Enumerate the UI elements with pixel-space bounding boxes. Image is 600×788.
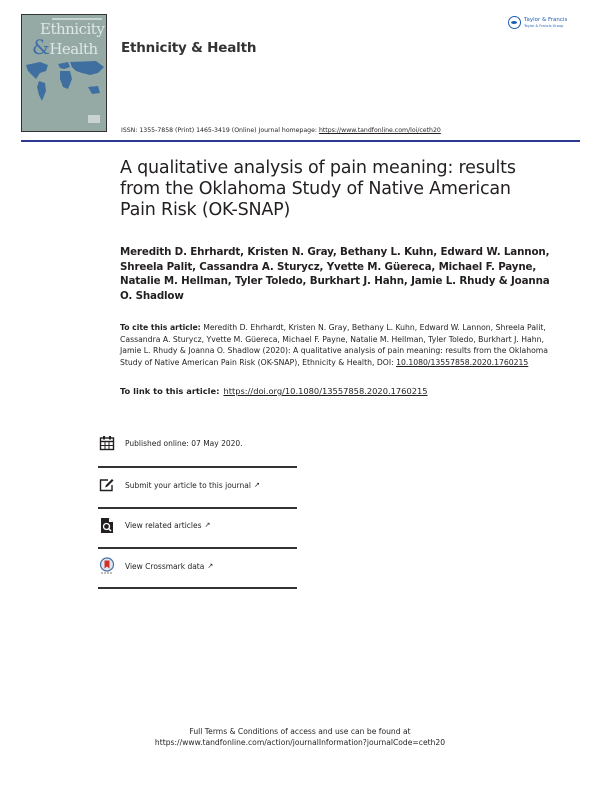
related-articles-text: View related articles (125, 520, 202, 530)
terms-footer (0, 726, 600, 748)
journal-cover-image (21, 14, 107, 132)
cover-ampersand: & (32, 35, 50, 59)
divider (98, 507, 297, 509)
calendar-icon (98, 434, 116, 452)
submit-article-text: Submit your article to this journal (125, 480, 251, 490)
article-title: A qualitative analysis of pain meaning: results from the Oklahoma Study of Native American Pain Risk (OK-SNAP) (120, 158, 516, 220)
citation-doi-link[interactable]: 10.1080/13557858.2020.1760215 (396, 357, 529, 367)
cover-title-line1: Ethnicity (40, 20, 105, 38)
issn-text: ISSN: 1355-7858 (Print) 1465-3419 (Online) Journal homepage: (121, 127, 319, 134)
crossmark-link[interactable] (98, 554, 297, 578)
taylor-francis-logo-icon (508, 16, 521, 29)
edit-icon (98, 476, 116, 494)
header-divider (21, 140, 580, 142)
related-articles-link[interactable] (98, 513, 297, 537)
publisher-group: Taylor & Francis Group (524, 23, 564, 28)
submit-article-link[interactable] (98, 473, 297, 497)
terms-text: Full Terms & Conditions of access and use can be found at (189, 727, 411, 736)
cover-title-health: Health (49, 40, 98, 58)
cover-title-line2 (32, 35, 98, 59)
journal-homepage-link[interactable]: https://www.tandfonline.com/loi/ceth20 (318, 127, 441, 134)
crossmark-text: View Crossmark data (125, 561, 205, 571)
citation-text: Meredith D. Ehrhardt, Kristen N. Gray, Bethany L. Kuhn, Edward W. Lannon, Shreela Palit, Cassandra A. Sturycz, Yvette M. Güereca, Michael F. Payne, Natalie M. Hellman, Tyler Toledo, Burkhart J. Hahn, Jamie L. Rhudy & Joanna O. Shadlow (2020): A qualitative analysis of pain meaning: results from the Oklahoma Study of Native American Pain Risk (OK-SNAP), Ethnicity & Health, DOI: (120, 323, 548, 367)
issn-line (121, 127, 441, 134)
article-doi-link[interactable]: https://doi.org/10.1080/13557858.2020.1760215 (223, 386, 428, 396)
divider (98, 587, 297, 589)
external-link-icon: ↗ (204, 521, 211, 529)
journal-title: Ethnicity & Health (121, 40, 257, 56)
article-link-label: To link to this article: (120, 386, 220, 396)
citation-label: To cite this article: (120, 323, 201, 332)
publisher-name: Taylor & Francis (524, 16, 568, 23)
world-map-icon (22, 59, 107, 109)
publisher-logo (508, 16, 567, 29)
external-link-icon: ↗ (207, 562, 214, 570)
article-link-block (120, 386, 428, 396)
terms-url[interactable]: https://www.tandfonline.com/action/journalInformation?journalCode=ceth20 (154, 738, 446, 747)
published-online-text: Published online: 07 May 2020. (125, 438, 243, 448)
divider (98, 466, 297, 468)
crossmark-icon (98, 557, 116, 575)
external-link-icon: ↗ (253, 481, 260, 489)
related-articles-icon (98, 516, 116, 534)
cover-publisher-mark (88, 115, 100, 123)
article-authors: Meredith D. Ehrhardt, Kristen N. Gray, Bethany L. Kuhn, Edward W. Lannon, Shreela Palit, Cassandra A. Sturycz, Yvette M. Güereca, Michael F. Payne, Natalie M. Hellman, Tyler Toledo, Burkhart J. Hahn, Jamie L. Rhudy & Joanna O. Shadlow (120, 246, 550, 302)
citation-block (120, 322, 560, 368)
divider (98, 547, 297, 549)
published-online-row (98, 431, 297, 455)
